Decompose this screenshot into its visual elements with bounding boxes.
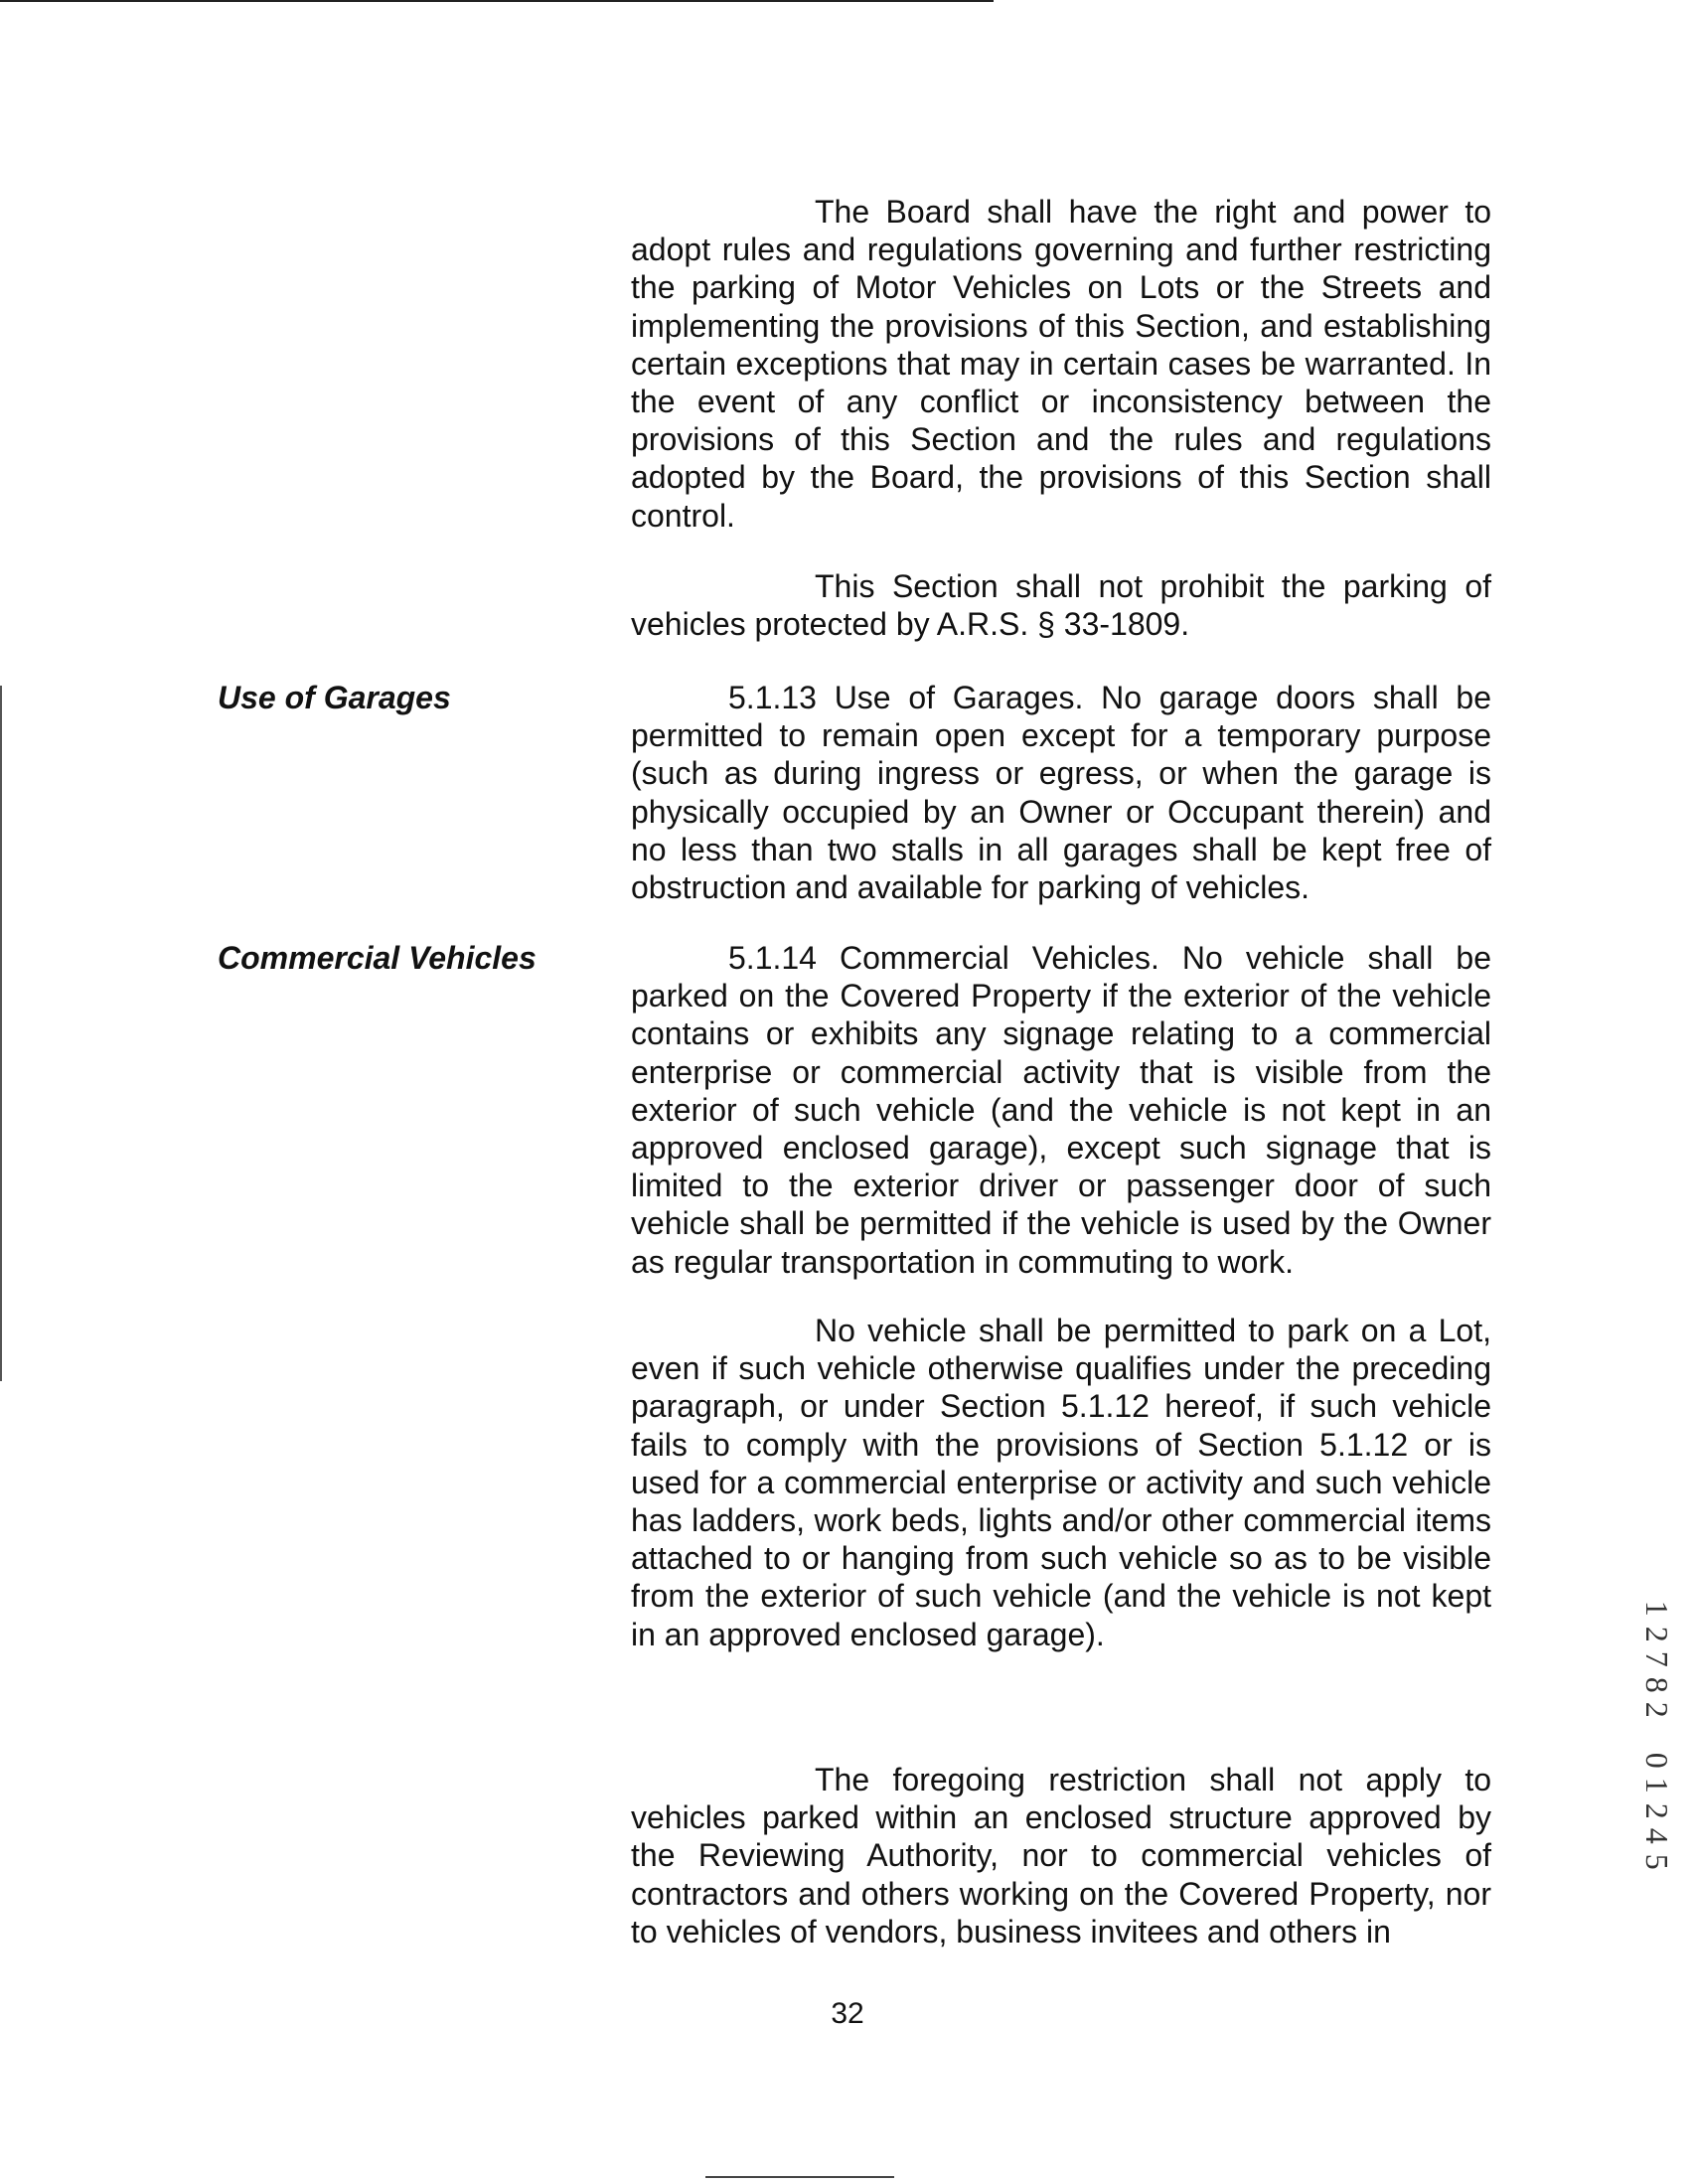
stamp-digit: 5 — [1638, 1853, 1675, 1870]
page-number: 32 — [831, 1997, 864, 2030]
stamp-digit: 0 — [1638, 1752, 1675, 1769]
stamp-digit: 8 — [1638, 1676, 1675, 1693]
stamp-digit: 7 — [1638, 1650, 1675, 1667]
stamp-digit: 1 — [1638, 1777, 1675, 1794]
stamp-digit: 2 — [1638, 1701, 1675, 1718]
stamp-digit: 2 — [1638, 1802, 1675, 1819]
stamp-digit: 1 — [1638, 1600, 1675, 1617]
recording-stamp — [1639, 1596, 1673, 1874]
body-paragraph-ars-exception: This Section shall not prohibit the parking of vehicles protected by A.R.S. § 33-1809. — [631, 568, 1491, 643]
side-heading-commercial-vehicles: Commercial Vehicles — [218, 940, 537, 976]
scan-edge-left — [0, 686, 2, 1381]
body-paragraph-foregoing-restriction: The foregoing restriction shall not apply to vehicles parked within an enclosed structure approved by the Reviewing Authority, nor to commercial vehicles of contractors and others working on the Covered Property, nor to vehicles of vendors, business invitees and others in — [631, 1762, 1491, 1950]
body-paragraph-board-rules: The Board shall have the right and power to adopt rules and regulations governing and further restricting the parking of Motor Vehicles on Lots or the Streets and implementing the provisions of this Section, and establishing certain exceptions that may in certain cases be warranted. In the event of any conflict or inconsistency between the provisions of this Section and the rules and regulations adopted by the Board, the provisions of this Section shall control. — [631, 194, 1491, 534]
body-paragraph-lot-parking-restriction: No vehicle shall be permitted to park on a Lot, even if such vehicle otherwise qualifies under the preceding paragraph, or under Section 5.1.12 hereof, if such vehicle fails to comply with the provisions of Section 5.1.12 or is used for a commercial enterprise or activity and such vehicle has ladders, work beds, lights and/or other commercial items attached to or hanging from such vehicle so as to be visible from the exterior of such vehicle (and the vehicle is not kept in an approved enclosed garage). — [631, 1313, 1491, 1652]
stamp-digit: 4 — [1638, 1827, 1675, 1844]
stamp-digit: 2 — [1638, 1626, 1675, 1642]
scan-edge-bottom — [705, 2176, 894, 2178]
side-heading-use-of-garages: Use of Garages — [218, 680, 451, 715]
scan-edge-top — [0, 0, 994, 2]
section-5-1-13-use-of-garages: 5.1.13 Use of Garages. No garage doors shall be permitted to remain open except for a temporary purpose (such as during ingress or egress, or when the garage is physically occupied by an Owner or Occupant therein) and no less than two stalls in all garages shall be kept free of obstruction and available for parking of vehicles. — [631, 680, 1491, 906]
section-5-1-14-commercial-vehicles: 5.1.14 Commercial Vehicles. No vehicle shall be parked on the Covered Property if the exterior of the vehicle contains or exhibits any signage relating to a commercial enterprise or commercial activity that is visible from the exterior of such vehicle (and the vehicle is not kept in an approved enclosed garage), except such signage that is limited to the exterior driver or passenger door of such vehicle shall be permitted if the vehicle is used by the Owner as regular transportation in commuting to work. — [631, 940, 1491, 1280]
